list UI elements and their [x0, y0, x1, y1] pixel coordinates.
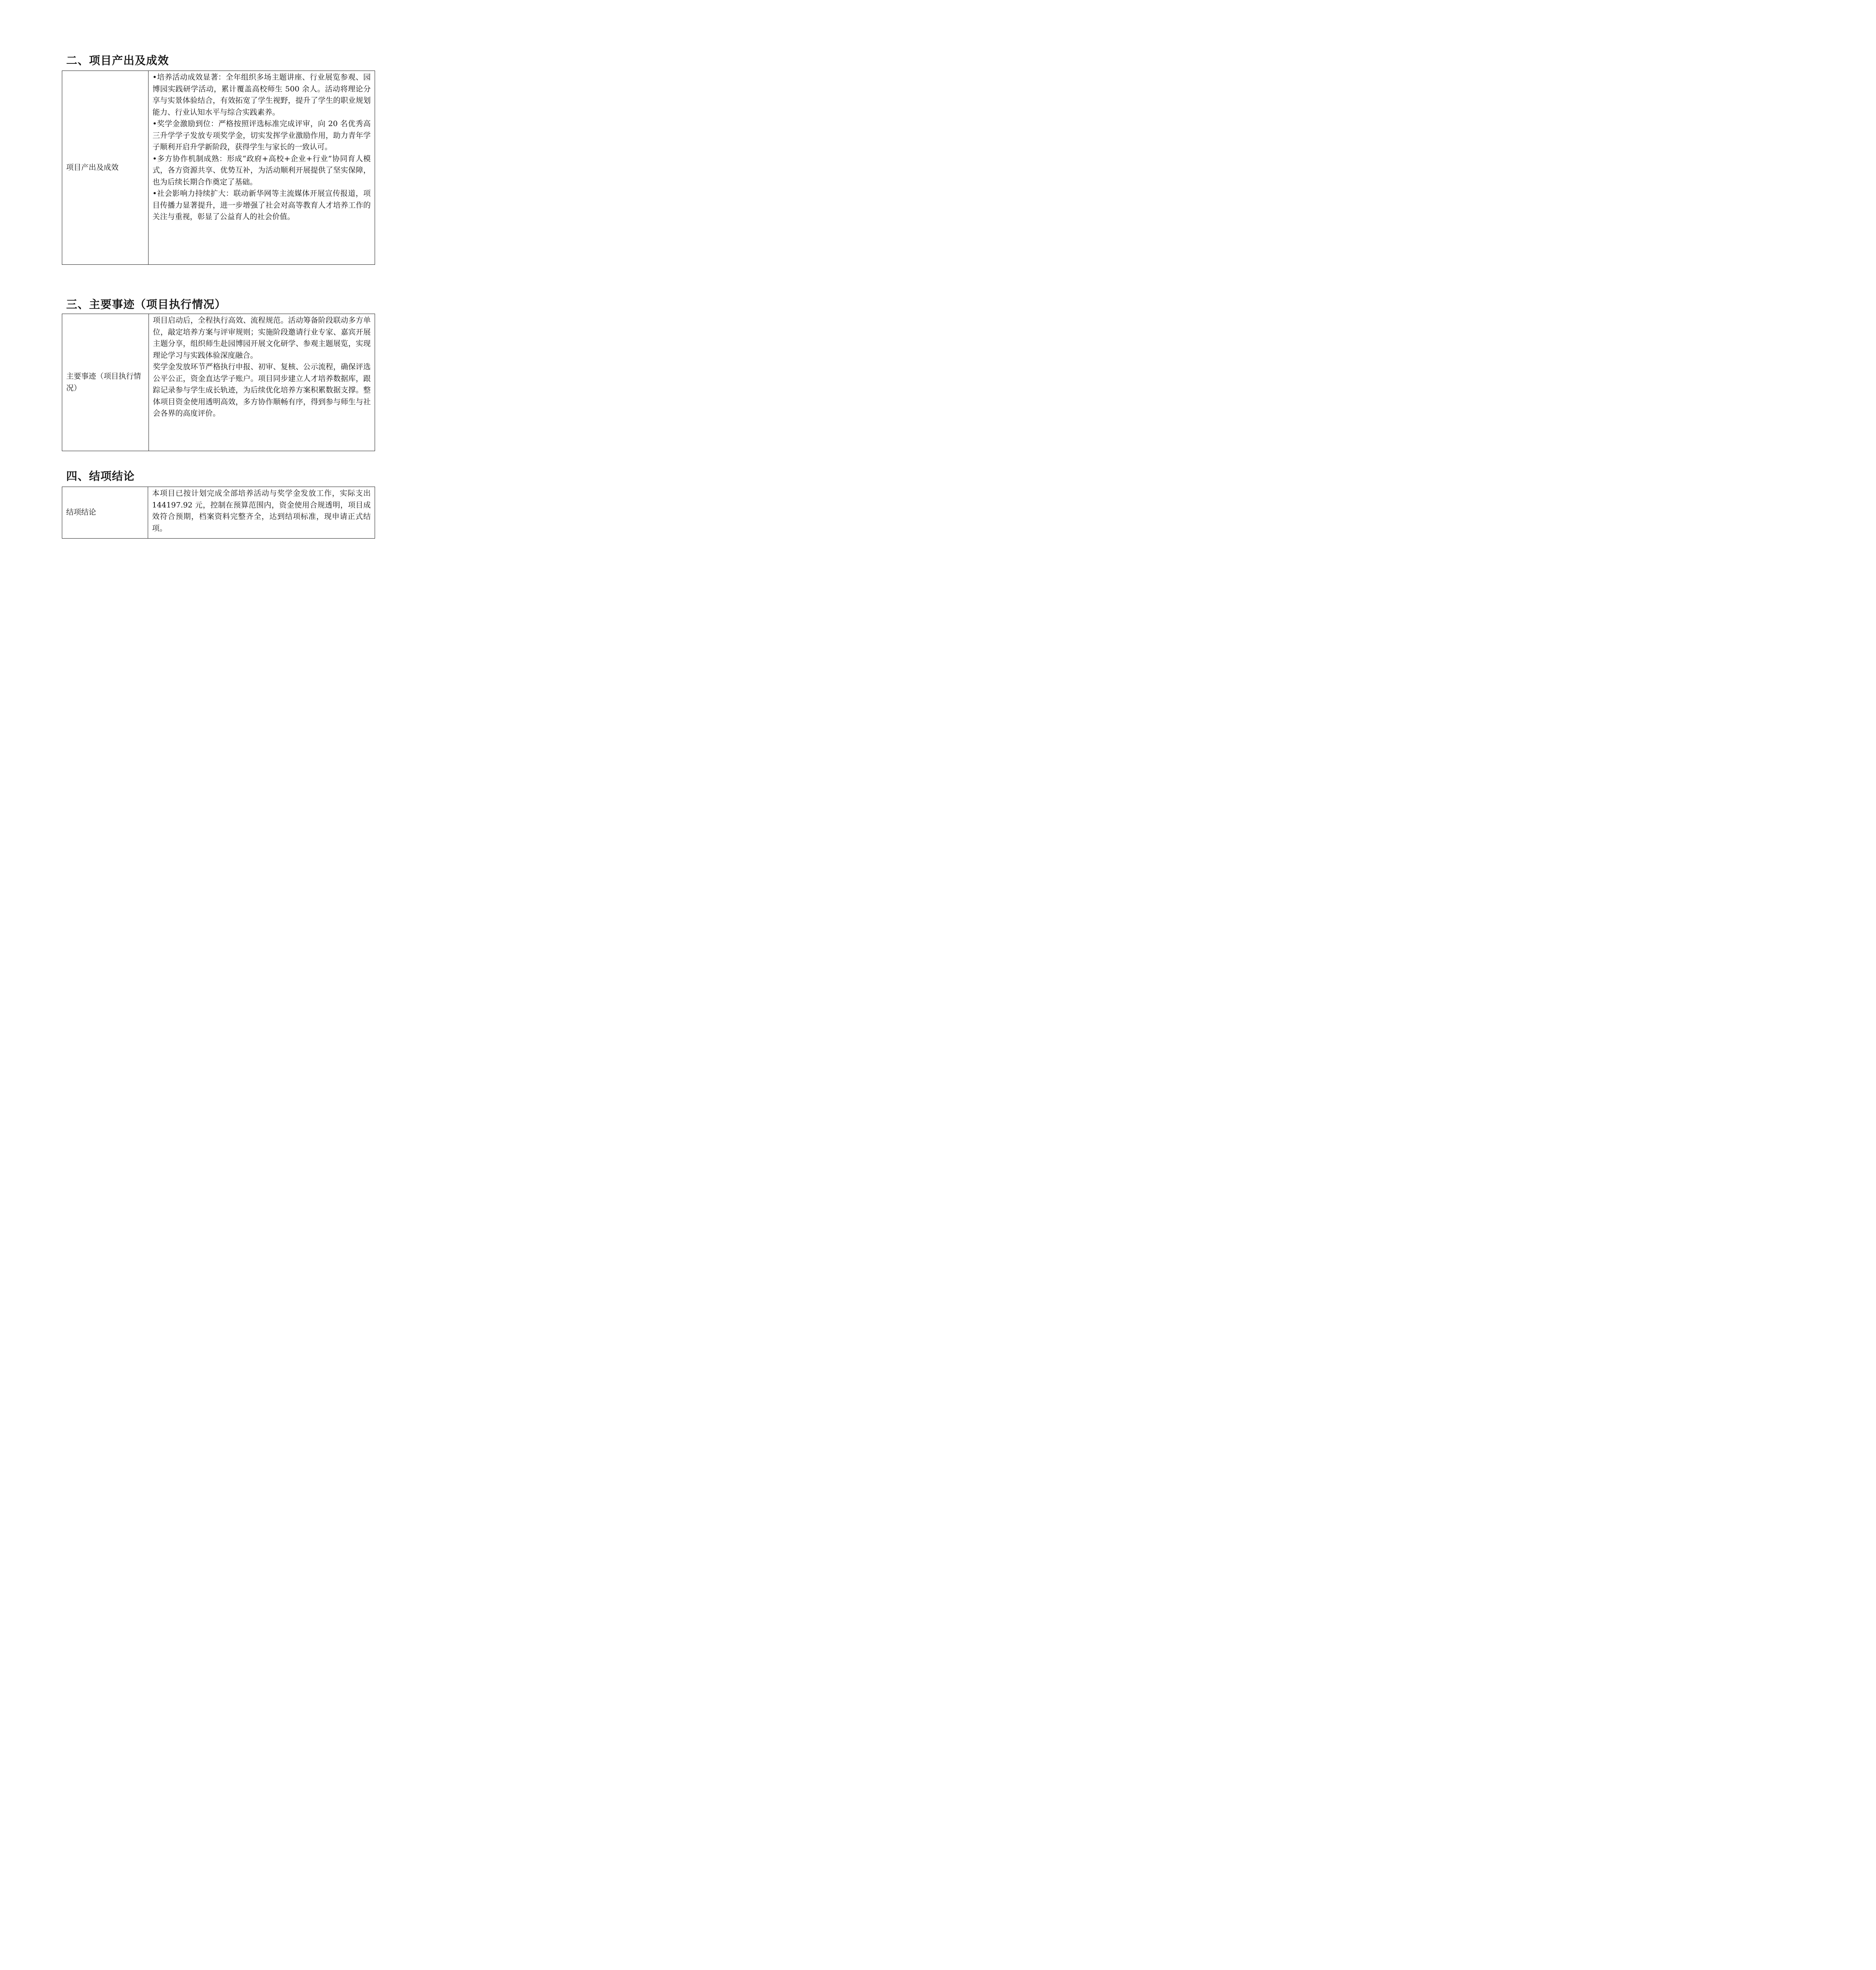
- paragraph-training-results: •培养活动成效显著：全年组织多场主题讲座、行业展览参观、园博园实践研学活动，累计覆盖高校师生 500 余人。活动将理论分享与实景体验结合，有效拓宽了学生视野，提升了学生的职业规划能力、行业认知水平与综合实践素养。: [152, 73, 371, 117]
- row-content-execution: [149, 314, 375, 451]
- row-label-conclusion: 结项结论: [62, 487, 148, 539]
- table-row: [62, 71, 375, 265]
- table-row: [62, 487, 375, 539]
- table-row: [62, 314, 375, 451]
- row-content-conclusion: [148, 487, 375, 539]
- execution-table: [62, 314, 375, 451]
- paragraph-collaboration: •多方协作机制成熟：形成“政府+高校+企业+行业”协同育人模式，各方资源共享、优势互补，为活动顺利开展提供了坚实保障，也为后续长期合作奠定了基础。: [152, 154, 371, 186]
- row-content-outputs: [149, 71, 375, 265]
- section-title-conclusion: 四、结项结论: [66, 470, 135, 483]
- section-title-execution: 三、主要事迹（项目执行情况）: [66, 298, 227, 311]
- paragraph-execution-process: 项目启动后，全程执行高效、流程规范。活动筹备阶段联动多方单位，敲定培养方案与评审规则；实施阶段邀请行业专家、嘉宾开展主题分享，组织师生赴园博园开展文化研学、参观主题展览，实现理论学习与实践体验深度融合。: [153, 316, 371, 360]
- row-label-outputs: 项目产出及成效: [62, 71, 149, 265]
- paragraph-scholarship: •奖学金激励到位：严格按照评选标准完成评审，向 20 名优秀高三升学学子发放专项奖学金，切实发挥学业激励作用，助力青年学子顺利开启升学新阶段，获得学生与家长的一致认可。: [152, 119, 371, 151]
- paragraph-conclusion: 本项目已按计划完成全部培养活动与奖学金发放工作，实际支出 144197.92 元，控制在预算范围内，资金使用合规透明，项目成效符合预期，档案资料完整齐全，达到结项标准，现申请正式结项。: [152, 489, 371, 533]
- paragraph-social-impact: •社会影响力持续扩大：联动新华网等主流媒体开展宣传报道，项目传播力显著提升，进一步增强了社会对高等教育人才培养工作的关注与重视，彰显了公益育人的社会价值。: [152, 189, 371, 221]
- row-label-execution: 主要事迹（项目执行情况）: [62, 314, 149, 451]
- outputs-table: [62, 71, 375, 265]
- conclusion-table: [62, 487, 375, 539]
- section-title-outputs: 二、项目产出及成效: [66, 54, 169, 67]
- paragraph-scholarship-process: 奖学金发放环节严格执行申报、初审、复核、公示流程，确保评选公平公正，资金直达学子账户。项目同步建立人才培养数据库，跟踪记录参与学生成长轨迹，为后续优化培养方案积累数据支撑。整体项目资金使用透明高效，多方协作顺畅有序，得到参与师生与社会各界的高度评价。: [153, 362, 371, 418]
